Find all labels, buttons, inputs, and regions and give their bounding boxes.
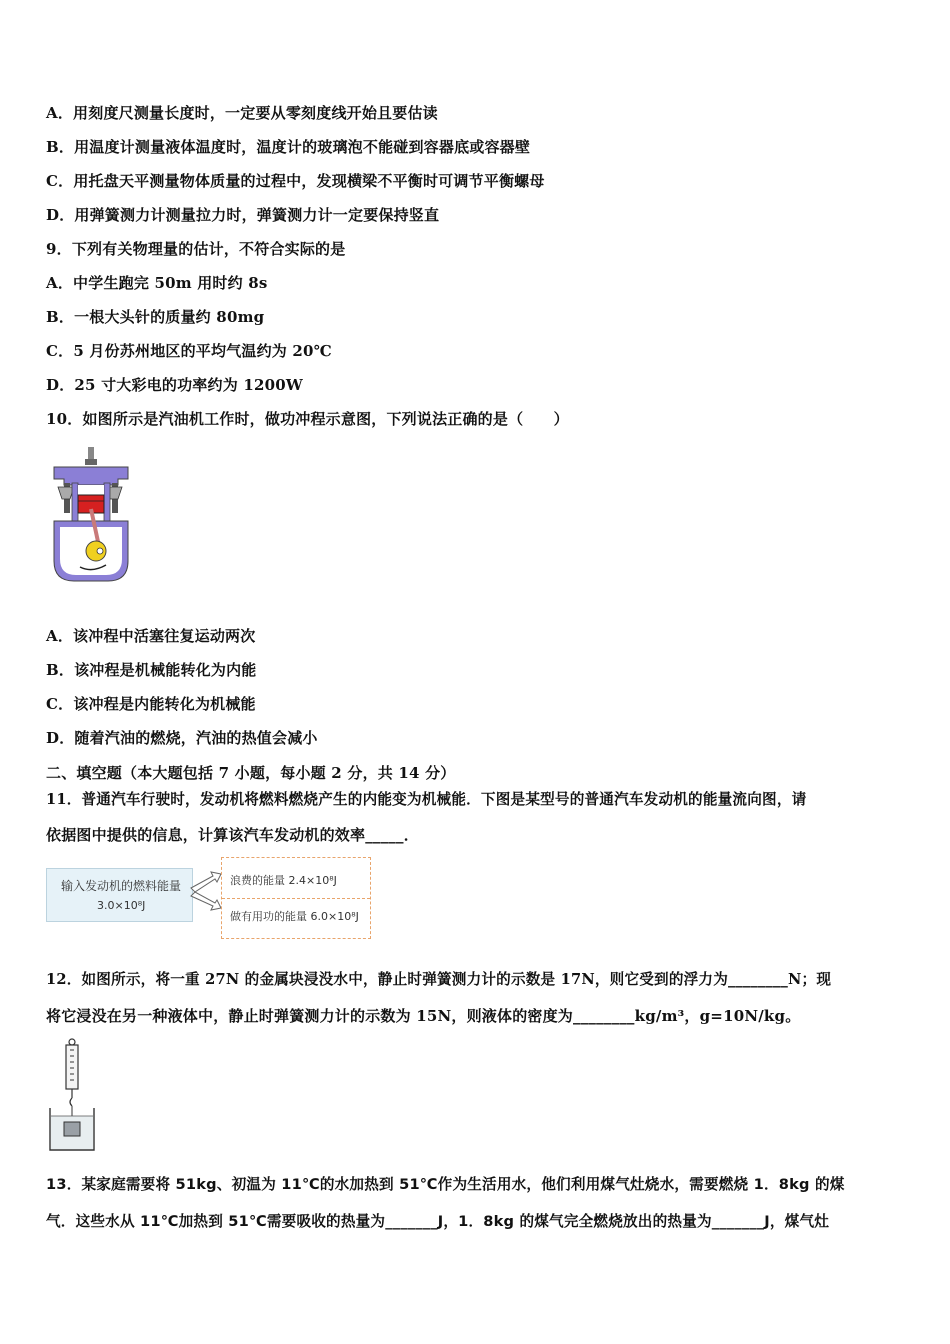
q8-option-d: D．用弹簧测力计测量拉力时，弹簧测力计一定要保持竖直 — [46, 206, 440, 224]
q9-option-c: C．5 月份苏州地区的平均气温约为 20℃ — [46, 342, 332, 360]
q9-option-d: D．25 寸大彩电的功率约为 1200W — [46, 376, 303, 394]
q11-line1: 11．普通汽车行驶时，发动机将燃料燃烧产生的内能变为机械能．下图是某型号的普通汽车发动机的能量流向图，请 — [46, 791, 807, 808]
q10-stem: 10．如图所示是汽油机工作时，做功冲程示意图，下列说法正确的是（ ） — [46, 410, 569, 428]
section-heading: 二、填空题（本大题包括 7 小题，每小题 2 分，共 14 分） — [46, 764, 456, 782]
engine-diagram — [44, 443, 140, 585]
q13-line1: 13．某家庭需要将 51kg、初温为 11℃的水加热到 51℃作为生活用水，他们利用煤气灶烧水，需要燃烧 1．8kg 的煤 — [46, 1176, 845, 1193]
q13-line2: 气．这些水从 11℃加热到 51℃需要吸收的热量为_______J，1．8kg 的煤气完全燃烧放出的热量为_______J，煤气灶 — [46, 1213, 830, 1230]
q10-option-a: A．该冲程中活塞往复运动两次 — [46, 627, 256, 645]
q10-option-c: C．该冲程是内能转化为机械能 — [46, 695, 256, 713]
q8-option-a: A．用刻度尺测量长度时，一定要从零刻度线开始且要估读 — [46, 104, 438, 122]
energy-flow-arrows — [189, 866, 223, 916]
q9-option-b: B．一根大头针的质量约 80mg — [46, 308, 265, 326]
q9-option-a: A．中学生跑完 50m 用时约 8s — [46, 274, 268, 292]
q8-option-c: C．用托盘天平测量物体质量的过程中，发现横梁不平衡时可调节平衡螺母 — [46, 172, 545, 190]
energy-input-value: 3.0×10⁸J — [97, 899, 146, 912]
q10-option-d: D．随着汽油的燃烧，汽油的热值会减小 — [46, 729, 318, 747]
wasted-energy-label: 浪费的能量 2.4×10⁸J — [230, 874, 337, 887]
q9-stem: 9．下列有关物理量的估计，不符合实际的是 — [46, 240, 346, 258]
q12-line1: 12．如图所示，将一重 27N 的金属块浸没水中，静止时弹簧测力计的示数是 17N，则它受到的浮力为________N；现 — [46, 971, 832, 988]
spring-scale-beaker-diagram — [46, 1038, 98, 1152]
q10-option-b: B．该冲程是机械能转化为内能 — [46, 661, 257, 679]
energy-output-box — [221, 857, 371, 939]
energy-input-label: 输入发动机的燃料能量 — [61, 879, 182, 893]
q8-option-b: B．用温度计测量液体温度时，温度计的玻璃泡不能碰到容器底或容器壁 — [46, 138, 531, 156]
q12-line2: 将它浸没在另一种液体中，静止时弹簧测力计的示数为 15N，则液体的密度为________kg/m³，g=10N/kg。 — [46, 1007, 801, 1025]
divider — [222, 898, 370, 899]
energy-input-box — [46, 868, 193, 922]
useful-energy-label: 做有用功的能量 6.0×10⁸J — [230, 910, 359, 923]
q11-line2: 依据图中提供的信息，计算该汽车发动机的效率_____． — [46, 826, 419, 844]
